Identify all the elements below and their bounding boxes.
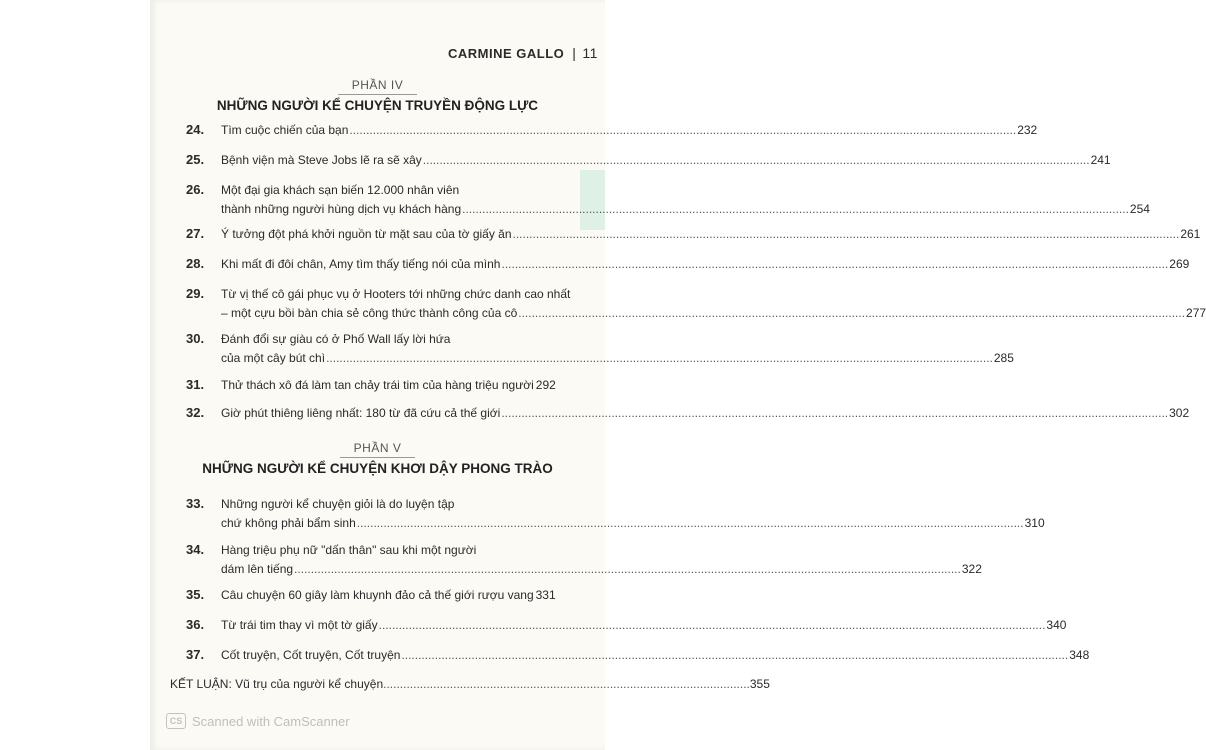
chapter-title-line: Hàng triệu phụ nữ "dấn thân" sau khi một người — [221, 543, 477, 557]
chapter-page: 285 — [993, 351, 1014, 365]
chapter-title-line: Ý tưởng đột phá khởi nguồn từ mặt sau của tờ giấy ăn — [221, 227, 512, 241]
dot-leader: ........................................................................................................................................................................................................ — [378, 618, 1046, 632]
chapter-number: 28. — [186, 256, 205, 271]
chapter-number: 26. — [186, 182, 205, 197]
part-v-label: PHẦN V — [150, 441, 605, 455]
chapter-title-line: Những người kể chuyện giỏi là do luyện tập — [221, 497, 455, 511]
chapter-number: 27. — [186, 226, 205, 241]
dot-leader: ........................................................................................................................................................................................................ — [518, 306, 1186, 320]
page-edge-tint — [580, 170, 605, 230]
chapter-title-line: Tìm cuộc chiến của bạn — [221, 123, 349, 137]
chapter-title-line: Đánh đổi sự giàu có ở Phố Wall lấy lời hứa — [221, 332, 451, 346]
chapter-title-line: Thử thách xô đá làm tan chảy trái tim của hàng triệu người — [221, 378, 534, 392]
part-v-title: NHỮNG NGƯỜI KỂ CHUYỆN KHƠI DẬY PHONG TRÀO — [202, 461, 553, 476]
chapter-number: 32. — [186, 405, 205, 420]
chapter-title-line: thành những người hùng dịch vụ khách hàng — [221, 202, 462, 216]
chapter-title-line: Từ vị thế cô gái phục vụ ở Hooters tới những chức danh cao nhất — [221, 287, 571, 301]
chapter-page: 322 — [961, 562, 982, 576]
dot-leader: ........................................................................................................................................................................................................ — [349, 123, 1017, 137]
chapter-title-line: Từ trái tim thay vì một tờ giấy — [221, 618, 378, 632]
dot-leader: ........................................................................................................................................................................................................ — [512, 227, 1180, 241]
camscanner-logo-icon: CS — [166, 713, 186, 729]
dot-leader: ........................................................................................................................................................................................................ — [501, 257, 1169, 271]
chapter-number: 25. — [186, 152, 205, 167]
chapter-page: 277 — [1186, 306, 1206, 320]
dot-leader: ........................................................................................................................................................................................................ — [422, 153, 1090, 167]
part-iv-title: NHỮNG NGƯỜI KỂ CHUYỆN TRUYỀN ĐỘNG LỰC — [216, 98, 539, 113]
chapter-number: 36. — [186, 617, 205, 632]
header-page-number: 11 — [582, 45, 598, 61]
header-separator: | — [572, 45, 577, 61]
chapter-number: 37. — [186, 647, 205, 662]
chapter-page: 331 — [535, 588, 556, 602]
chapter-title-line: Giờ phút thiêng liêng nhất: 180 từ đã cứu cả thế giới — [221, 406, 501, 420]
chapter-page: 261 — [1180, 227, 1201, 241]
chapter-title-line: Một đại gia khách sạn biến 12.000 nhân viên — [221, 183, 460, 197]
conclusion-page: 355 — [749, 677, 770, 691]
chapter-title-line: Khi mất đi đôi chân, Amy tìm thấy tiếng nói của mình — [221, 257, 501, 271]
chapter-title-line: Câu chuyện 60 giây làm khuynh đảo cả thế giới rượu vang — [221, 588, 534, 602]
chapter-page: 241 — [1090, 153, 1111, 167]
chapter-page: 302 — [1169, 406, 1190, 420]
chapter-number: 31. — [186, 377, 205, 392]
part-iv-label: PHẦN IV — [150, 78, 605, 92]
dot-leader: ........................................................................................................................................................................................................ — [501, 406, 1169, 420]
chapter-page: 269 — [1169, 257, 1190, 271]
conclusion-title: KẾT LUẬN: Vũ trụ của người kể chuyện — [170, 677, 384, 691]
chapter-number: 33. — [186, 496, 205, 511]
chapter-page: 254 — [1129, 202, 1150, 216]
watermark-text: Scanned with CamScanner — [192, 713, 350, 729]
chapter-page: 310 — [1024, 516, 1045, 530]
header-author: CARMINE GALLO — [448, 46, 565, 61]
chapter-number: 30. — [186, 331, 205, 346]
toc-entry-conclusion — [170, 676, 770, 692]
dot-leader: ........................................................................................................................................................................................................ — [294, 562, 961, 576]
dot-leader: ........................................................................................................................................................................................................ — [356, 516, 1024, 530]
dot-leader: .............................................................................................................. — [383, 677, 750, 691]
chapter-number: 24. — [186, 122, 205, 137]
chapter-title-line: – một cựu bồi bàn chia sẻ công thức thành công của cô — [221, 306, 518, 320]
chapter-number: 29. — [186, 286, 205, 301]
chapter-title-line: chứ không phải bẩm sinh — [221, 516, 356, 530]
chapter-title-line: của một cây bút chì — [221, 351, 326, 365]
chapter-title-line: Bệnh viện mà Steve Jobs lẽ ra sẽ xây — [221, 153, 422, 167]
camscanner-watermark — [166, 711, 350, 731]
chapter-page: 340 — [1046, 618, 1067, 632]
running-header — [448, 45, 598, 61]
chapter-title-line: dám lên tiếng — [221, 562, 294, 576]
chapter-title-line: Cốt truyện, Cốt truyện, Cốt truyện — [221, 648, 401, 662]
chapter-number: 35. — [186, 587, 205, 602]
chapter-page: 232 — [1017, 123, 1038, 137]
chapter-number: 34. — [186, 542, 205, 557]
chapter-page: 292 — [535, 378, 556, 392]
chapter-page: 348 — [1069, 648, 1090, 662]
dot-leader: ........................................................................................................................................................................................................ — [326, 351, 993, 365]
dot-leader: ........................................................................................................................................................................................................ — [401, 648, 1069, 662]
dot-leader: ........................................................................................................................................................................................................ — [462, 202, 1129, 216]
